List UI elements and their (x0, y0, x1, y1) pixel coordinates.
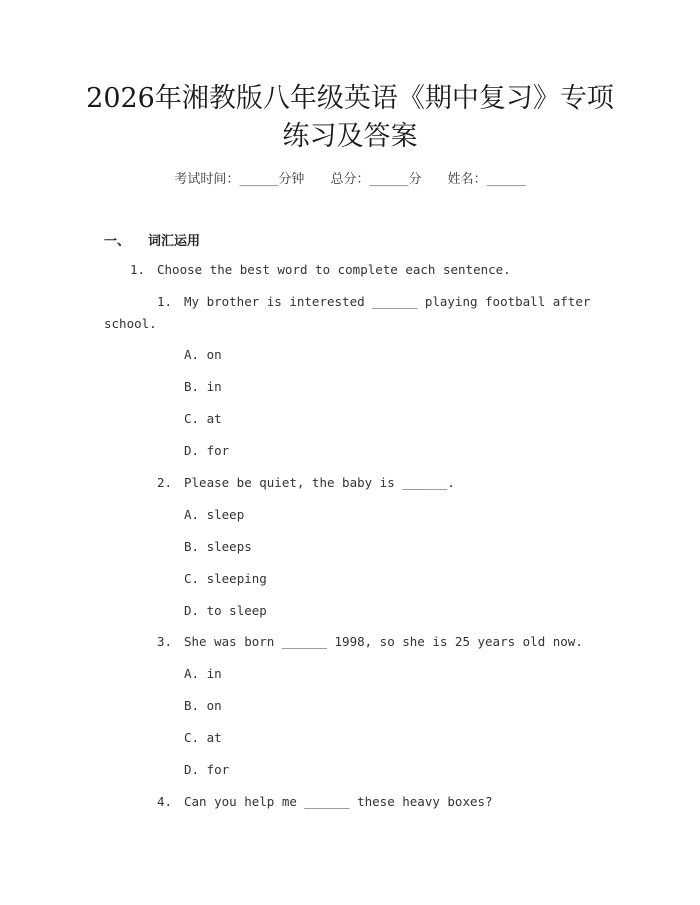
question-number: 3. (157, 634, 173, 649)
option-letter: D. (184, 443, 200, 458)
option-item (184, 698, 222, 713)
option-text: sleeps (206, 539, 252, 554)
question-text: Can you help me ______ these heavy boxes? (184, 794, 493, 809)
option-item (184, 603, 267, 618)
option-text: for (206, 762, 230, 777)
option-text: to sleep (206, 603, 267, 618)
option-item (184, 730, 222, 745)
option-text: at (206, 411, 222, 426)
option-text: for (206, 443, 230, 458)
option-text: sleeping (206, 571, 267, 586)
option-letter: B. (184, 698, 200, 713)
option-letter: D. (184, 603, 200, 618)
option-item (184, 571, 267, 586)
section-number: 一、 (104, 234, 131, 249)
title-line-1: 2026年湘教版八年级英语《期中复习》专项 (86, 83, 614, 114)
question-number: 1. (157, 294, 173, 309)
option-letter: C. (184, 571, 200, 586)
option-letter: A. (184, 507, 200, 522)
question-text: My brother is interested ______ playing football after (184, 294, 591, 309)
option-item (184, 443, 229, 458)
option-item (184, 507, 244, 522)
question-text-continued: school. (104, 316, 157, 331)
question-text: She was born ______ 1998, so she is 25 years old now. (184, 634, 583, 649)
option-letter: B. (184, 539, 200, 554)
title-line-2: 练习及答案 (282, 121, 418, 152)
option-item (184, 347, 222, 362)
option-item (184, 539, 252, 554)
exam-meta-row (0, 168, 700, 187)
option-item (184, 379, 222, 394)
option-letter: D. (184, 762, 200, 777)
option-letter: C. (184, 411, 200, 426)
option-text: on (206, 698, 222, 713)
option-text: in (206, 379, 222, 394)
question-number: 4. (157, 794, 173, 809)
exam-time: 考试时间：______分钟 (174, 172, 305, 187)
option-text: in (206, 666, 222, 681)
option-letter: A. (184, 666, 200, 681)
instruction-text: Choose the best word to complete each sentence. (157, 262, 511, 277)
option-text: at (206, 730, 222, 745)
question-number: 2. (157, 475, 173, 490)
section-title: 词汇运用 (148, 234, 201, 249)
option-letter: C. (184, 730, 200, 745)
exam-total-score: 总分：______分 (330, 172, 422, 187)
student-name: 姓名：______ (447, 172, 526, 187)
section-heading (104, 230, 200, 249)
option-text: on (206, 347, 222, 362)
option-text: sleep (206, 507, 245, 522)
option-letter: A. (184, 347, 200, 362)
question-text: Please be quiet, the baby is ______. (184, 475, 455, 490)
option-item (184, 411, 222, 426)
document-title (60, 80, 640, 156)
instruction-number: 1. (130, 262, 146, 277)
option-letter: B. (184, 379, 200, 394)
option-item (184, 762, 229, 777)
option-item (184, 666, 222, 681)
